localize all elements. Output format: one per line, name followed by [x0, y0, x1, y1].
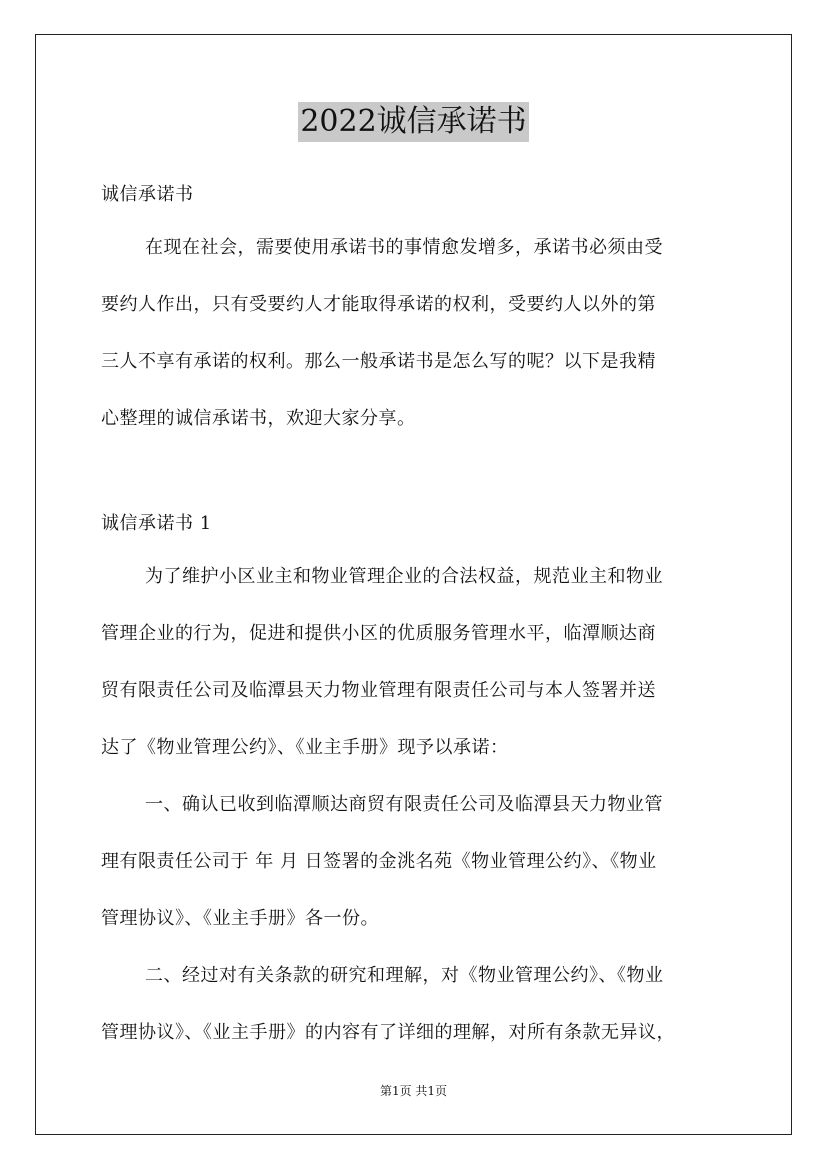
intro-paragraph [101, 231, 725, 435]
paragraph-line: 在现在社会，需要使用承诺书的事情愈发增多，承诺书必须由受 [145, 237, 663, 258]
paragraph-line: 达了《物业管理公约》、《业主手册》现予以承诺： [101, 737, 509, 758]
paragraph-line: 要约人作出，只有受要约人才能取得承诺的权利，受要约人以外的第 [101, 294, 656, 315]
page-number: 第1页 共1页 [379, 1084, 448, 1098]
page-footer [0, 1082, 827, 1099]
document-body [101, 178, 725, 1049]
section1-heading: 诚信承诺书 1 [101, 513, 212, 534]
paragraph-line: 理有限责任公司于 年 月 日签署的金洮名苑《物业管理公约》、《物业 [101, 851, 657, 872]
paragraph-line: 一、确认已收到临潭顺达商贸有限责任公司及临潭县天力物业管 [145, 794, 663, 815]
section1-paragraph-3 [101, 959, 725, 1049]
paragraph-line: 心整理的诚信承诺书，欢迎大家分享。 [101, 408, 416, 429]
section-heading: 诚信承诺书 [101, 184, 194, 205]
paragraph-line: 三人不享有承诺的权利。那么一般承诺书是怎么写的呢？以下是我精 [101, 351, 656, 372]
paragraph-line: 贸有限责任公司及临潭县天力物业管理有限责任公司与本人签署并送 [101, 680, 656, 701]
paragraph-line: 管理企业的行为，促进和提供小区的优质服务管理水平，临潭顺达商 [101, 623, 656, 644]
paragraph-line: 管理协议》、《业主手册》各一份。 [101, 908, 379, 929]
document-title: 2022诚信承诺书 [298, 102, 528, 142]
paragraph-line: 二、经过对有关条款的研究和理解，对《物业管理公约》、《物业 [145, 965, 664, 986]
paragraph-line: 为了维护小区业主和物业管理企业的合法权益，规范业主和物业 [145, 566, 663, 587]
section1-paragraph-1 [101, 560, 725, 764]
paragraph-line: 管理协议》、《业主手册》的内容有了详细的理解，对所有条款无异议， [101, 1022, 675, 1043]
title-container [0, 102, 827, 142]
section1-paragraph-2 [101, 788, 725, 935]
